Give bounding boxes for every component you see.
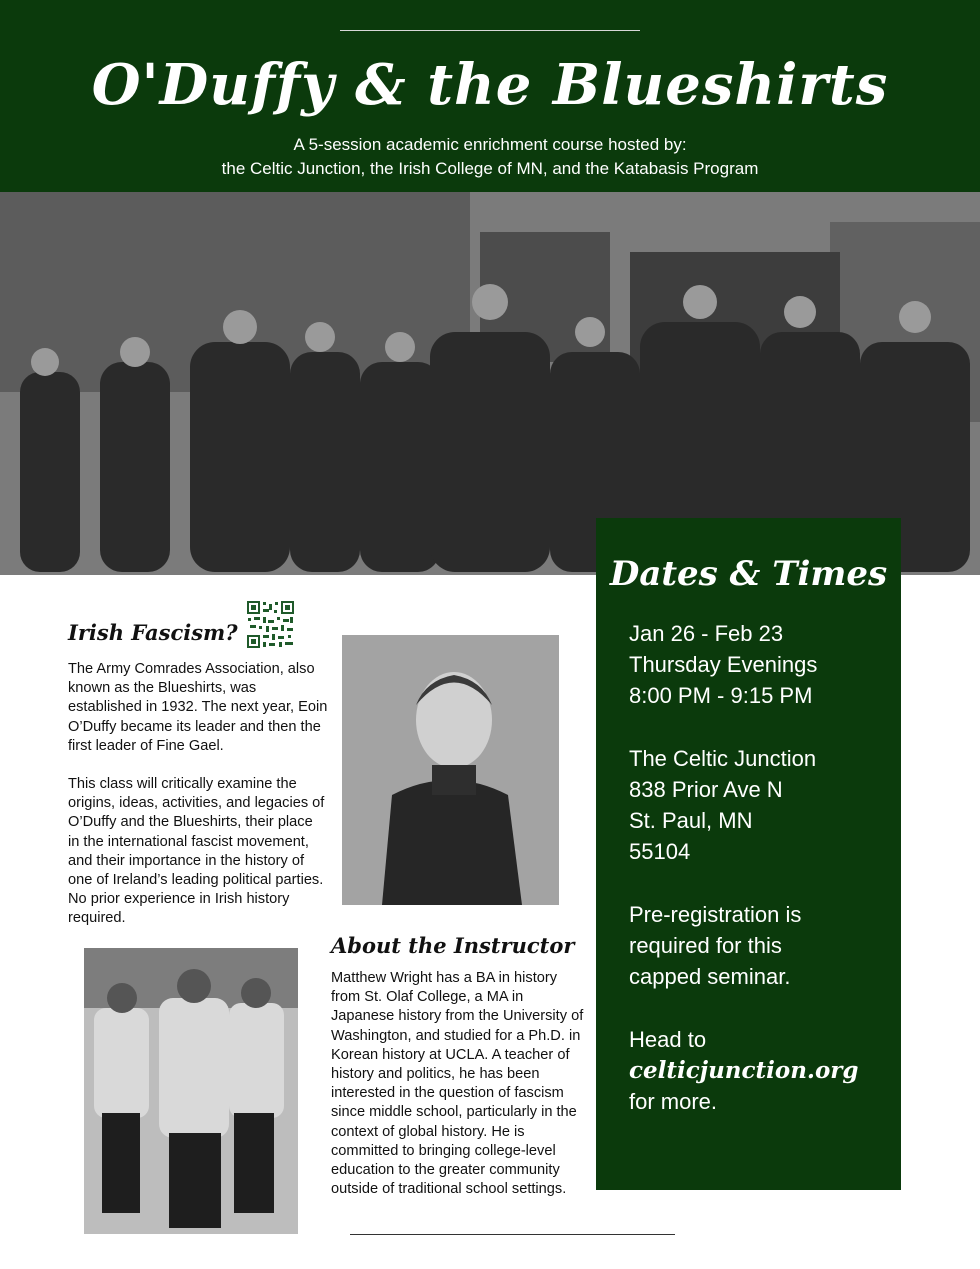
- venue-zip: 55104: [629, 839, 691, 864]
- subtitle-line-2: the Celtic Junction, the Irish College of MN, and the Katabasis Program: [221, 159, 759, 178]
- cta-suffix: for more.: [629, 1089, 718, 1114]
- dates-times-heading: Dates & Times: [609, 554, 888, 594]
- instructor-bio: Matthew Wright has a BA in history from St. Olaf College, a MA in Japanese history from the University of Washington, and studied for a Ph.D. in Korean history at UCLA. A teacher of history and politics, he has been interested in the question of fascism since middle school, particularly in the context of global history. He is committed to bringing college-level education to the greater community outside of traditional school settings.: [331, 970, 584, 1198]
- bottom-divider: [350, 1234, 675, 1235]
- registration-line-1: Pre-registration is: [629, 902, 802, 927]
- page-subtitle: [0, 133, 980, 181]
- course-dates: Jan 26 - Feb 23: [629, 621, 784, 646]
- website-link[interactable]: celticjunction.org: [629, 1057, 859, 1084]
- registration-line-2: required for this: [629, 933, 782, 958]
- intro-text: [68, 660, 328, 948]
- blueshirts-march-photo: [84, 948, 298, 1234]
- top-divider: [340, 30, 640, 31]
- march-illustration: [84, 948, 298, 1234]
- qr-code[interactable]: [246, 600, 295, 649]
- schedule-details: [629, 618, 889, 1149]
- schedule-when: [629, 618, 889, 711]
- website-cta: [629, 1024, 889, 1117]
- intro-paragraph-2: This class will critically examine the origins, ideas, activities, and legacies of O’Duffy and the Blueshirts, their place in the international fascist movement, and their importance in the history of one of Ireland’s leading political parties. No prior experience in Irish history required.: [68, 776, 325, 927]
- qr-code-icon: [246, 600, 295, 649]
- course-day: Thursday Evenings: [629, 652, 818, 677]
- registration-note: [629, 899, 889, 992]
- schedule-where: [629, 743, 889, 867]
- intro-heading: Irish Fascism?: [68, 620, 238, 645]
- course-time: 8:00 PM - 9:15 PM: [629, 683, 813, 708]
- instructor-portrait-photo: [342, 635, 559, 905]
- intro-paragraph-1: The Army Comrades Association, also known as the Blueshirts, was established in 1932. The next year, Eoin O’Duffy became its leader and then the first leader of Fine Gael.: [68, 661, 328, 754]
- subtitle-line-1: A 5-session academic enrichment course hosted by:: [293, 135, 687, 154]
- venue-street: 838 Prior Ave N: [629, 777, 783, 802]
- portrait-illustration: [342, 635, 559, 905]
- instructor-heading: About the Instructor: [331, 933, 575, 958]
- cta-prefix: Head to: [629, 1027, 707, 1052]
- venue-name: The Celtic Junction: [629, 746, 817, 771]
- page-title: O'Duffy & the Blueshirts: [91, 52, 889, 118]
- dates-times-panel: [596, 518, 901, 1190]
- registration-line-3: capped seminar.: [629, 964, 791, 989]
- venue-city: St. Paul, MN: [629, 808, 753, 833]
